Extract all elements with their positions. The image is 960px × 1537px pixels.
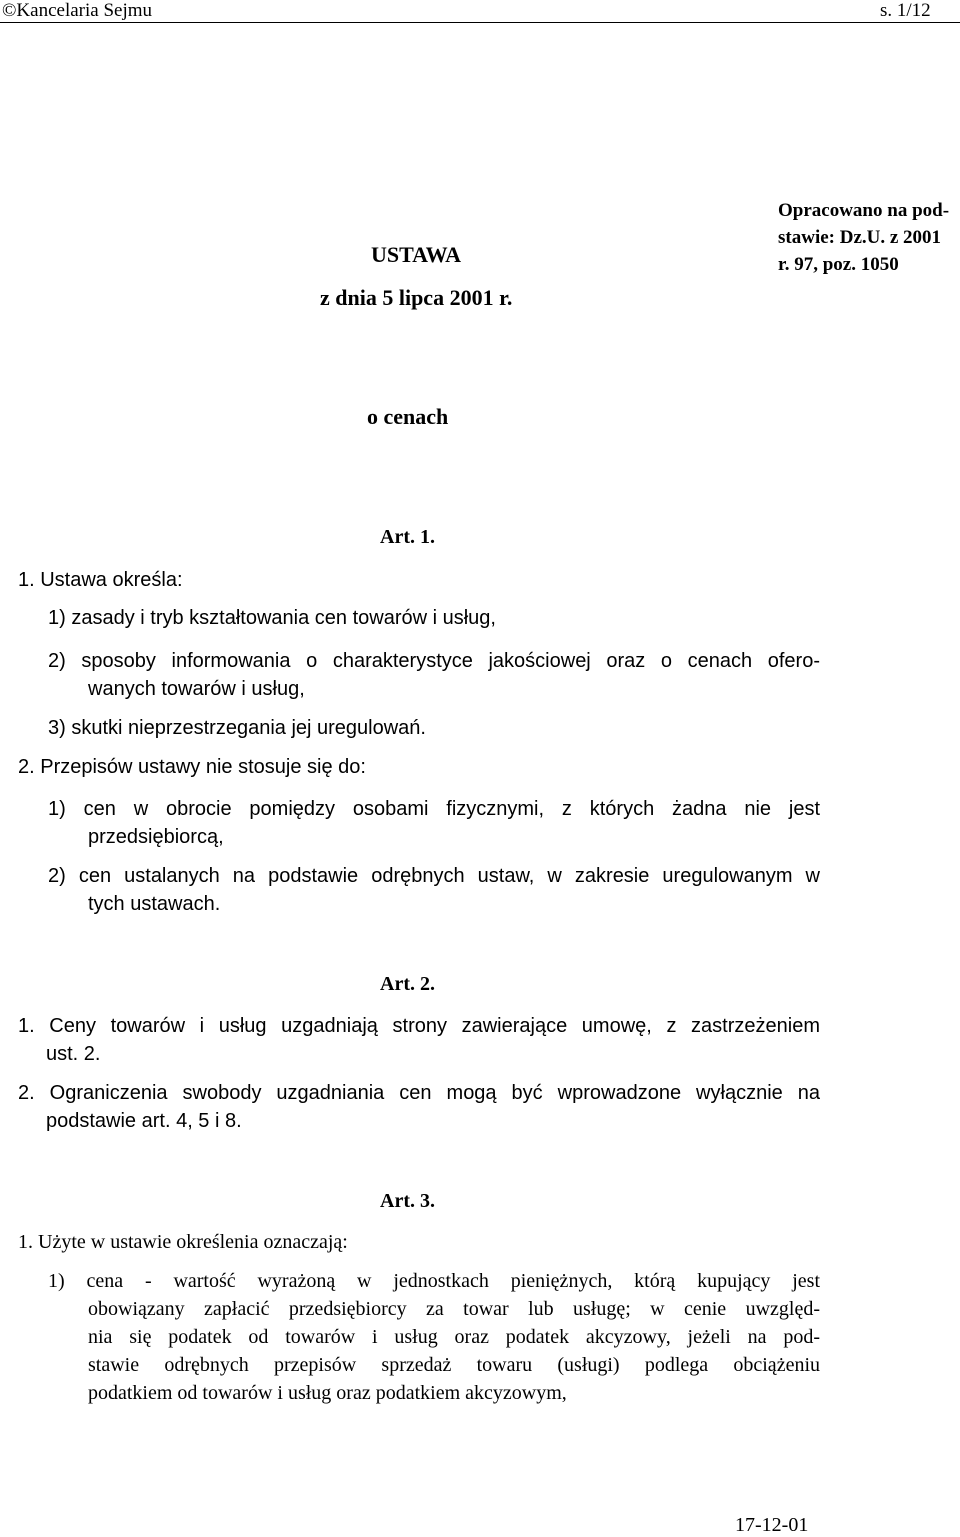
act-date: z dnia 5 lipca 2001 r. — [320, 285, 513, 310]
art3-p1-intro: 1. Użyte w ustawie określenia oznaczają: — [18, 1231, 348, 1253]
source-note — [778, 197, 958, 278]
footer-date: 17-12-01 — [735, 1514, 809, 1536]
act-subject: o cenach — [367, 404, 449, 429]
art1-p1-item3: 3) skutki nieprzestrzegania jej uregulowań. — [48, 717, 426, 739]
art3-item1-line3: nia się podatek od towarów i usług oraz podatek akcyzowy, jeżeli na pod- — [88, 1326, 820, 1348]
header-copyright: ©Kancelaria Sejmu — [2, 0, 153, 21]
art2-p1-line1: 1. Ceny towarów i usług uzgadniają strony zawierające umowę, z zastrzeżeniem — [18, 1015, 820, 1037]
art3-heading: Art. 3. — [380, 1190, 435, 1212]
source-line: r. 97, poz. 1050 — [778, 254, 899, 275]
art1-p1-intro: 1. Ustawa określa: — [18, 569, 183, 591]
art3-item1-line2: obowiązany zapłacić przedsiębiorcy za towar lub usługę; w cenie uwzględ- — [88, 1298, 820, 1320]
art3-item1-line1: 1) cena - wartość wyrażoną w jednostkach pieniężnych, którą kupujący jest — [48, 1270, 820, 1292]
art1-p2-item2-line2: tych ustawach. — [88, 893, 221, 915]
art2-heading: Art. 2. — [380, 973, 435, 995]
art1-p1-item2-line1: 2) sposoby informowania o charakterystyce jakościowej oraz o cenach ofero- — [48, 650, 820, 672]
art1-p2-intro: 2. Przepisów ustawy nie stosuje się do: — [18, 756, 366, 778]
art1-p2-item1-line1: 1) cen w obrocie pomiędzy osobami fizycznymi, z których żadna nie jest — [48, 798, 820, 820]
art3-item1-line5: podatkiem od towarów i usług oraz podatkiem akcyzowym, — [88, 1382, 567, 1404]
art2-p2-line2: podstawie art. 4, 5 i 8. — [46, 1110, 242, 1132]
art3-item1-line4: stawie odrębnych przepisów sprzedaż towaru (usługi) podlega obciążeniu — [88, 1354, 820, 1376]
art1-p1-item2-line2: wanych towarów i usług, — [88, 678, 305, 700]
source-line: Opracowano na pod- — [778, 200, 950, 221]
art2-p1-line2: ust. 2. — [46, 1043, 101, 1065]
art1-heading: Art. 1. — [380, 526, 435, 548]
source-line: stawie: Dz.U. z 2001 — [778, 227, 942, 248]
header-rule — [0, 22, 960, 23]
act-type: USTAWA — [371, 242, 462, 267]
art1-p1-item1: 1) zasady i tryb kształtowania cen towarów i usług, — [48, 607, 496, 629]
art1-p2-item1-line2: przedsiębiorcą, — [88, 826, 224, 848]
art2-p2-line1: 2. Ograniczenia swobody uzgadniania cen mogą być wprowadzone wyłącznie na — [18, 1082, 820, 1104]
art1-p2-item2-line1: 2) cen ustalanych na podstawie odrębnych ustaw, w zakresie uregulowanym w — [48, 865, 820, 887]
header-page-number: s. 1/12 — [880, 0, 931, 21]
